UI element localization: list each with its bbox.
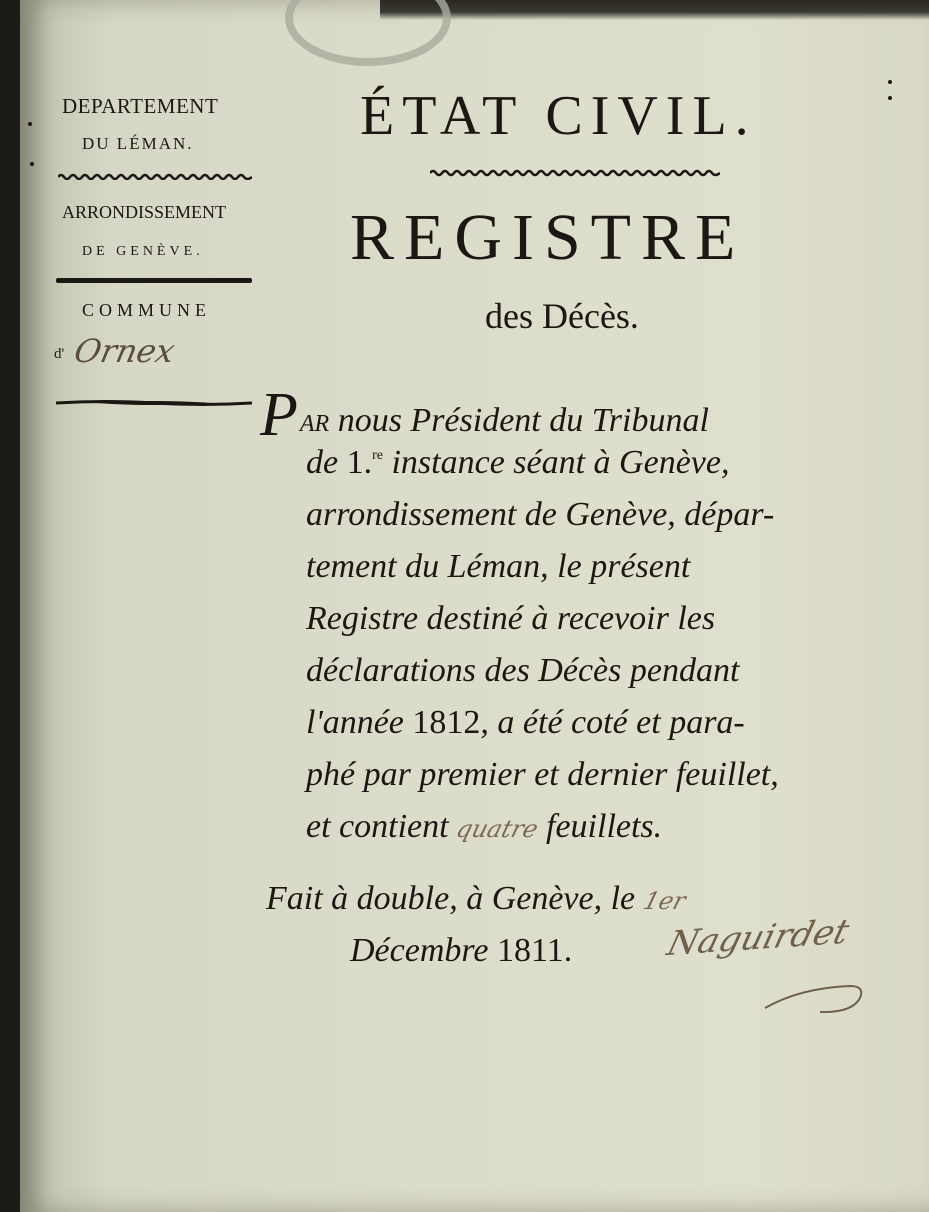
body-line-3: arrondissement de Genève, dépar-: [306, 496, 775, 533]
body-line-4: tement du Léman, le présent: [306, 548, 691, 585]
register-heading: REGISTRE: [350, 201, 746, 274]
arrondissement-label: ARRONDISSEMENT: [62, 202, 227, 222]
body-line-9: et contient quatre feuillets.: [306, 808, 663, 845]
thick-divider: [56, 278, 252, 283]
ink-dot: [888, 80, 892, 84]
swelled-rule: [56, 396, 252, 410]
binding-shadow: [380, 0, 929, 20]
departement-name: DU LÉMAN.: [82, 134, 194, 153]
handwritten-day: 1er: [639, 887, 689, 915]
ink-dot: [28, 122, 32, 126]
signature-flourish: [760, 968, 870, 1018]
wavy-divider: [58, 172, 252, 180]
body-line-6: déclarations des Décès pendant: [306, 652, 740, 689]
drop-cap: P: [260, 381, 298, 449]
ink-dot: [888, 96, 892, 100]
binding-thread: [285, 0, 451, 66]
body-line-8: phé par premier et dernier feuillet,: [306, 756, 779, 793]
commune-label: COMMUNE: [82, 300, 212, 320]
register-subheading: des Décès.: [485, 296, 639, 336]
body-line-1: PAR nous Président du Tribunal: [260, 381, 709, 449]
body-line-7: l'année 1812, a été coté et para-: [306, 704, 745, 741]
body-line-2: de 1.$^{re}$ instance séant à Genève,: [306, 444, 730, 481]
commune-handwritten-name: Ornex: [70, 332, 179, 370]
register-page: [20, 0, 929, 1212]
page-title: ÉTAT CIVIL.: [360, 85, 757, 147]
commune-prefix: d': [54, 346, 65, 362]
body-line-5: Registre destiné à recevoir les: [306, 600, 716, 637]
handwritten-signature: Naguirdet: [663, 911, 854, 965]
departement-label: DEPARTEMENT: [62, 94, 219, 118]
ink-dot: [30, 162, 34, 166]
arrondissement-name: DE GENÈVE.: [82, 244, 204, 259]
body-line-10: Fait à double, à Genève, le 1er: [266, 880, 689, 917]
body-line-11: Décembre 1811.: [350, 932, 573, 969]
title-wavy-divider: [430, 168, 720, 178]
handwritten-count: quatre: [453, 815, 542, 843]
